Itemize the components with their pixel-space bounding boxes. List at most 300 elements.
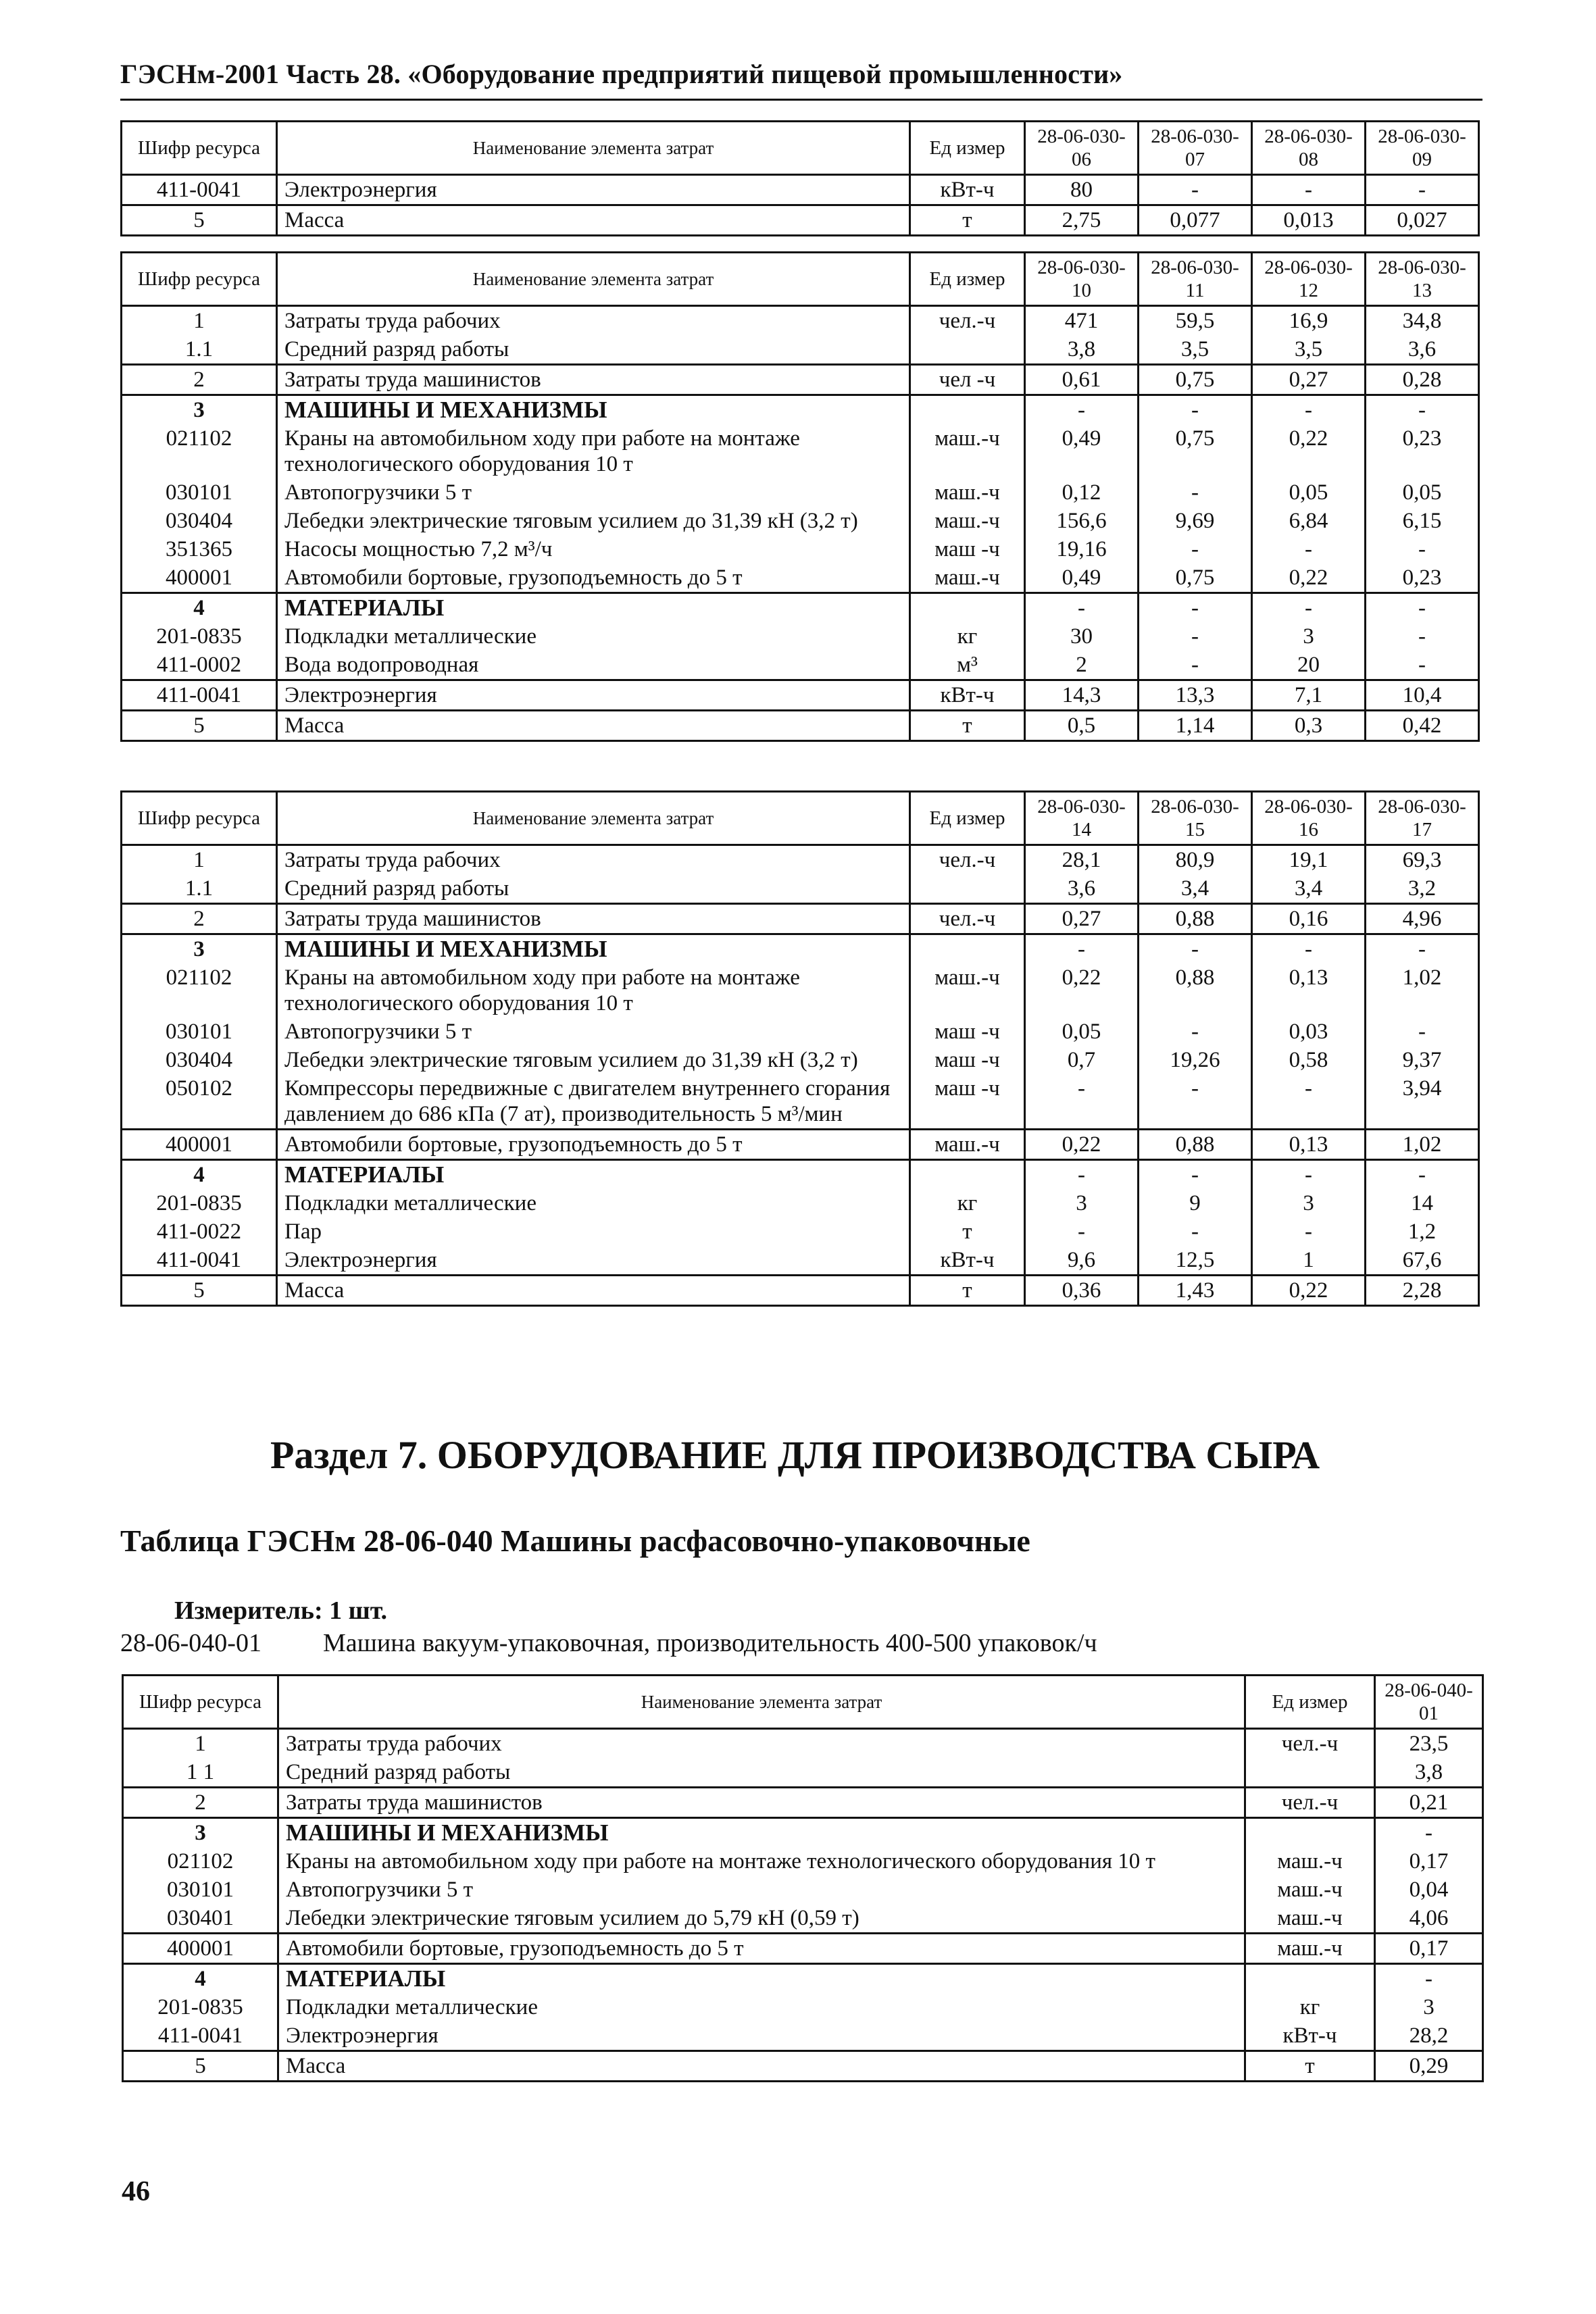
resource-value: 0,03	[1252, 1017, 1366, 1046]
table-row	[123, 1876, 1483, 1904]
header-name: Наименование элемента затрат	[277, 122, 910, 175]
resource-value: 14,3	[1025, 680, 1139, 711]
table-row	[122, 711, 1479, 741]
resource-value: 4,96	[1366, 904, 1479, 934]
resource-value: 19,26	[1139, 1046, 1252, 1074]
resource-value: -	[1025, 1074, 1139, 1130]
resource-value: -	[1139, 1017, 1252, 1046]
header-column: 28-06-030-11	[1139, 253, 1252, 306]
resource-value: 9,37	[1366, 1046, 1479, 1074]
resource-value: 0,28	[1366, 365, 1479, 395]
table-row	[122, 205, 1479, 236]
resource-code: 400001	[122, 563, 277, 593]
table-row	[122, 535, 1479, 563]
table-row	[123, 1818, 1483, 1848]
resource-value: -	[1366, 535, 1479, 563]
table-row	[122, 1130, 1479, 1160]
resource-unit	[1245, 1964, 1375, 1994]
resource-code: 1.1	[122, 335, 277, 365]
resource-value: 3,8	[1375, 1758, 1483, 1788]
resource-value: 0,88	[1139, 963, 1252, 1017]
resource-value: -	[1252, 1074, 1366, 1130]
resource-unit: кВт-ч	[910, 1246, 1025, 1276]
resource-value: 0,05	[1366, 478, 1479, 507]
resource-code: 411-0041	[122, 175, 277, 205]
resource-value: 3	[1375, 1993, 1483, 2021]
resource-unit: маш.-ч	[910, 478, 1025, 507]
resource-value: -	[1025, 1160, 1139, 1190]
resource-value: 16,9	[1252, 306, 1366, 336]
resource-code: 3	[122, 395, 277, 425]
table-title: Таблица ГЭСНм 28-06-040 Машины расфасовочно-упаковочные	[120, 1524, 1030, 1558]
table-row	[122, 1017, 1479, 1046]
resource-value: 0,12	[1025, 478, 1139, 507]
resource-name: Масса	[277, 205, 910, 236]
resource-code: 5	[123, 2051, 278, 2082]
resource-unit: маш.-ч	[1245, 1876, 1375, 1904]
resource-value: 2,75	[1025, 205, 1139, 236]
resource-unit: кВт-ч	[910, 680, 1025, 711]
resource-name: Масса	[277, 711, 910, 741]
resource-value: 0,75	[1139, 365, 1252, 395]
resource-value: 28,1	[1025, 845, 1139, 875]
resource-value: 3,5	[1139, 335, 1252, 365]
table-row	[122, 478, 1479, 507]
table-row	[122, 845, 1479, 875]
resource-unit: маш -ч	[910, 1046, 1025, 1074]
resource-name: Подкладки металлические	[277, 622, 910, 651]
resource-value: 3,6	[1366, 335, 1479, 365]
header-column: 28-06-030-09	[1366, 122, 1479, 175]
resource-value: -	[1139, 1160, 1252, 1190]
resource-code: 030101	[122, 1017, 277, 1046]
resource-value: -	[1366, 175, 1479, 205]
resource-unit	[910, 335, 1025, 365]
resource-value: 0,05	[1025, 1017, 1139, 1046]
header-column: 28-06-040-01	[1375, 1676, 1483, 1729]
resource-unit	[1245, 1818, 1375, 1848]
resource-unit: маш -ч	[910, 1017, 1025, 1046]
resource-code: 030404	[122, 507, 277, 535]
resource-code: 030101	[122, 478, 277, 507]
resource-code: 021102	[123, 1847, 278, 1876]
resource-code: 030101	[123, 1876, 278, 1904]
resource-code: 021102	[122, 963, 277, 1017]
table-row	[122, 365, 1479, 395]
header-unit: Ед измер	[1245, 1676, 1375, 1729]
resource-value: 3	[1252, 622, 1366, 651]
resource-name: МАТЕРИАЛЫ	[277, 593, 910, 623]
resource-value: 9,6	[1025, 1246, 1139, 1276]
resource-value: 0,88	[1139, 1130, 1252, 1160]
resource-name: Лебедки электрические тяговым усилием до 31,39 кН (3,2 т)	[277, 507, 910, 535]
resource-name: Затраты труда рабочих	[278, 1729, 1245, 1759]
resource-code: 4	[122, 1160, 277, 1190]
header-column: 28-06-030-08	[1252, 122, 1366, 175]
resource-name: Подкладки металлические	[278, 1993, 1245, 2021]
resource-value: 0,04	[1375, 1876, 1483, 1904]
resource-value: -	[1252, 395, 1366, 425]
item-description: Машина вакуум-упаковочная, производительность 400-500 упаковок/ч	[323, 1629, 1097, 1657]
resource-value: 3	[1252, 1189, 1366, 1217]
header-column: 28-06-030-17	[1366, 792, 1479, 845]
resource-name: Вода водопроводная	[277, 651, 910, 680]
resource-code: 2	[122, 365, 277, 395]
resource-value: -	[1375, 1818, 1483, 1848]
resource-value: -	[1025, 395, 1139, 425]
resource-unit: чел.-ч	[1245, 1788, 1375, 1818]
resource-name: Краны на автомобильном ходу при работе на монтаже технологического оборудования 10 т	[277, 963, 910, 1017]
resource-code: 030404	[122, 1046, 277, 1074]
resource-code: 5	[122, 1276, 277, 1306]
resource-name: Средний разряд работы	[278, 1758, 1245, 1788]
header-unit: Ед измер	[910, 122, 1025, 175]
resource-value: -	[1366, 622, 1479, 651]
header-column: 28-06-030-14	[1025, 792, 1139, 845]
resource-unit	[910, 593, 1025, 623]
table-row	[122, 622, 1479, 651]
resource-value: 3,5	[1252, 335, 1366, 365]
resource-name: МАШИНЫ И МЕХАНИЗМЫ	[277, 395, 910, 425]
resource-value: -	[1139, 535, 1252, 563]
table-row	[122, 1046, 1479, 1074]
resource-value: 0,58	[1252, 1046, 1366, 1074]
resource-value: 1,2	[1366, 1217, 1479, 1246]
resource-value: 30	[1025, 622, 1139, 651]
resource-unit: маш -ч	[910, 535, 1025, 563]
resource-code: 351365	[122, 535, 277, 563]
resource-name: Затраты труда машинистов	[278, 1788, 1245, 1818]
resource-value: 80,9	[1139, 845, 1252, 875]
resource-unit: кг	[910, 1189, 1025, 1217]
resource-value: 6,15	[1366, 507, 1479, 535]
resource-name: Электроэнергия	[277, 1246, 910, 1276]
resource-value: 0,13	[1252, 963, 1366, 1017]
resource-value: -	[1252, 1160, 1366, 1190]
resource-value: 0,88	[1139, 904, 1252, 934]
resource-unit: кВт-ч	[1245, 2021, 1375, 2051]
resource-unit: т	[1245, 2051, 1375, 2082]
resource-name: Автомобили бортовые, грузоподъемность до 5 т	[278, 1934, 1245, 1964]
resource-unit: маш.-ч	[1245, 1934, 1375, 1964]
table-row	[123, 2051, 1483, 2082]
table-row	[123, 1758, 1483, 1788]
table-row	[122, 335, 1479, 365]
header-name: Наименование элемента затрат	[278, 1676, 1245, 1729]
resource-value: 7,1	[1252, 680, 1366, 711]
resource-value: -	[1139, 1074, 1252, 1130]
resource-unit: т	[910, 711, 1025, 741]
resource-name: Насосы мощностью 7,2 м³/ч	[277, 535, 910, 563]
resource-value: 0,16	[1252, 904, 1366, 934]
resource-value: -	[1366, 651, 1479, 680]
resource-code: 411-0022	[122, 1217, 277, 1246]
resource-code: 411-0041	[122, 680, 277, 711]
resource-name: Электроэнергия	[277, 680, 910, 711]
resource-code: 1	[122, 306, 277, 336]
header-unit: Ед измер	[910, 792, 1025, 845]
resource-code: 1	[122, 845, 277, 875]
header-column: 28-06-030-16	[1252, 792, 1366, 845]
table-row	[122, 1074, 1479, 1130]
resource-value: 14	[1366, 1189, 1479, 1217]
resource-value: 0,17	[1375, 1934, 1483, 1964]
resource-unit: чел.-ч	[910, 306, 1025, 336]
resource-code: 5	[122, 205, 277, 236]
table-row	[122, 874, 1479, 904]
resource-name: Подкладки металлические	[277, 1189, 910, 1217]
resource-name: Лебедки электрические тяговым усилием до 5,79 кН (0,59 т)	[278, 1904, 1245, 1934]
table-row	[122, 563, 1479, 593]
header-column: 28-06-030-13	[1366, 253, 1479, 306]
resource-unit: маш.-ч	[910, 563, 1025, 593]
resource-value: -	[1252, 934, 1366, 964]
resource-code: 201-0835	[122, 622, 277, 651]
resource-name: Автопогрузчики 5 т	[277, 478, 910, 507]
resource-value: 1,02	[1366, 1130, 1479, 1160]
resource-code: 050102	[122, 1074, 277, 1130]
resource-unit: т	[910, 205, 1025, 236]
resource-name: Электроэнергия	[277, 175, 910, 205]
header-rule	[120, 99, 1482, 101]
resource-value: 34,8	[1366, 306, 1479, 336]
resource-unit	[910, 934, 1025, 964]
resource-name: Лебедки электрические тяговым усилием до 31,39 кН (3,2 т)	[277, 1046, 910, 1074]
resource-code: 1 1	[123, 1758, 278, 1788]
table-row	[122, 651, 1479, 680]
resource-value: 19,1	[1252, 845, 1366, 875]
resource-value: -	[1139, 1217, 1252, 1246]
resource-value: -	[1366, 395, 1479, 425]
table-row	[123, 1847, 1483, 1876]
table-row	[122, 593, 1479, 623]
resource-unit: маш.-ч	[910, 507, 1025, 535]
resource-value: 0,05	[1252, 478, 1366, 507]
resource-name: Краны на автомобильном ходу при работе на монтаже технологического оборудования 10 т	[277, 424, 910, 478]
resource-name: Затраты труда рабочих	[277, 306, 910, 336]
resource-value: -	[1366, 1017, 1479, 1046]
table-row	[122, 680, 1479, 711]
resource-value: -	[1025, 593, 1139, 623]
resource-value: 1,43	[1139, 1276, 1252, 1306]
resource-value: -	[1252, 593, 1366, 623]
resource-unit: маш.-ч	[910, 424, 1025, 478]
resource-table-1	[120, 120, 1480, 236]
resource-name: Компрессоры передвижные с двигателем внутреннего сгорания давлением до 686 кПа (7 ат), производительность 5 м³/мин	[277, 1074, 910, 1130]
resource-value: -	[1025, 1217, 1139, 1246]
table-row	[123, 2021, 1483, 2051]
resource-code: 201-0835	[122, 1189, 277, 1217]
section-title: Раздел 7. ОБОРУДОВАНИЕ ДЛЯ ПРОИЗВОДСТВА СЫРА	[270, 1433, 1320, 1477]
resource-value: 0,49	[1025, 424, 1139, 478]
resource-code: 030401	[123, 1904, 278, 1934]
resource-value: 0,22	[1252, 1276, 1366, 1306]
header-unit: Ед измер	[910, 253, 1025, 306]
resource-value: 0,42	[1366, 711, 1479, 741]
resource-value: 0,29	[1375, 2051, 1483, 2082]
resource-value: -	[1139, 934, 1252, 964]
resource-code: 411-0002	[122, 651, 277, 680]
resource-value: 0,13	[1252, 1130, 1366, 1160]
resource-unit: маш.-ч	[1245, 1904, 1375, 1934]
resource-unit: маш.-ч	[910, 1130, 1025, 1160]
resource-value: 0,49	[1025, 563, 1139, 593]
resource-value: 9	[1139, 1189, 1252, 1217]
resource-value: -	[1252, 175, 1366, 205]
resource-unit: кг	[910, 622, 1025, 651]
header-column: 28-06-030-07	[1139, 122, 1252, 175]
resource-value: 0,61	[1025, 365, 1139, 395]
resource-value: 0,027	[1366, 205, 1479, 236]
resource-code: 2	[122, 904, 277, 934]
table-row	[123, 1904, 1483, 1934]
resource-value: 0,22	[1025, 1130, 1139, 1160]
resource-value: 0,077	[1139, 205, 1252, 236]
table-row	[122, 904, 1479, 934]
resource-name: Масса	[278, 2051, 1245, 2082]
resource-unit: чел -ч	[910, 365, 1025, 395]
resource-value: 59,5	[1139, 306, 1252, 336]
resource-name: Затраты труда машинистов	[277, 365, 910, 395]
header-code: Шифр ресурса	[122, 253, 277, 306]
resource-name: Автопогрузчики 5 т	[277, 1017, 910, 1046]
header-name: Наименование элемента затрат	[277, 253, 910, 306]
resource-value: 80	[1025, 175, 1139, 205]
header-code: Шифр ресурса	[122, 792, 277, 845]
resource-value: 0,75	[1139, 424, 1252, 478]
resource-value: 23,5	[1375, 1729, 1483, 1759]
table-row	[122, 306, 1479, 336]
resource-code: 4	[123, 1964, 278, 1994]
resource-unit: чел.-ч	[910, 845, 1025, 875]
resource-unit	[910, 395, 1025, 425]
resource-code: 411-0041	[123, 2021, 278, 2051]
resource-name: Затраты труда рабочих	[277, 845, 910, 875]
resource-value: 12,5	[1139, 1246, 1252, 1276]
resource-name: Автомобили бортовые, грузоподъемность до 5 т	[277, 563, 910, 593]
resource-name: Средний разряд работы	[277, 335, 910, 365]
table-row	[122, 1160, 1479, 1190]
header-code: Шифр ресурса	[123, 1676, 278, 1729]
resource-name: Краны на автомобильном ходу при работе на монтаже технологического оборудования 10 т	[278, 1847, 1245, 1876]
table-row	[122, 424, 1479, 478]
table-row	[122, 395, 1479, 425]
resource-value: 3,6	[1025, 874, 1139, 904]
resource-value: -	[1139, 651, 1252, 680]
resource-value: 1	[1252, 1246, 1366, 1276]
resource-code: 1	[123, 1729, 278, 1759]
resource-value: 13,3	[1139, 680, 1252, 711]
resource-value: 67,6	[1366, 1246, 1479, 1276]
resource-value: 6,84	[1252, 507, 1366, 535]
resource-value: -	[1366, 1160, 1479, 1190]
resource-name: Электроэнергия	[278, 2021, 1245, 2051]
header-code: Шифр ресурса	[122, 122, 277, 175]
resource-value: 0,23	[1366, 563, 1479, 593]
table-row	[122, 1246, 1479, 1276]
resource-value: 0,013	[1252, 205, 1366, 236]
resource-unit	[910, 1160, 1025, 1190]
resource-code: 201-0835	[123, 1993, 278, 2021]
resource-value: 3,94	[1366, 1074, 1479, 1130]
resource-value: 4,06	[1375, 1904, 1483, 1934]
resource-value: -	[1366, 593, 1479, 623]
resource-value: 156,6	[1025, 507, 1139, 535]
resource-unit: кг	[1245, 1993, 1375, 2021]
resource-value: 0,17	[1375, 1847, 1483, 1876]
resource-value: -	[1252, 1217, 1366, 1246]
resource-code: 2	[123, 1788, 278, 1818]
resource-value: 19,16	[1025, 535, 1139, 563]
resource-unit: маш.-ч	[1245, 1847, 1375, 1876]
resource-value: -	[1139, 593, 1252, 623]
resource-code: 1.1	[122, 874, 277, 904]
resource-name: Автопогрузчики 5 т	[278, 1876, 1245, 1904]
resource-value: 2,28	[1366, 1276, 1479, 1306]
resource-value: 0,27	[1252, 365, 1366, 395]
resource-value: 0,22	[1252, 563, 1366, 593]
header-name: Наименование элемента затрат	[277, 792, 910, 845]
resource-unit: кВт-ч	[910, 175, 1025, 205]
resource-value: 0,22	[1252, 424, 1366, 478]
resource-value: 20	[1252, 651, 1366, 680]
resource-name: Пар	[277, 1217, 910, 1246]
table-row	[122, 1217, 1479, 1246]
resource-value: 3,2	[1366, 874, 1479, 904]
resource-code: 021102	[122, 424, 277, 478]
item-line	[120, 1628, 1472, 1658]
resource-name: Средний разряд работы	[277, 874, 910, 904]
resource-code: 411-0041	[122, 1246, 277, 1276]
table-row	[122, 934, 1479, 964]
resource-value: -	[1375, 1964, 1483, 1994]
resource-value: -	[1139, 175, 1252, 205]
header-column: 28-06-030-06	[1025, 122, 1139, 175]
page-number: 46	[122, 2176, 150, 2207]
resource-name: МАТЕРИАЛЫ	[277, 1160, 910, 1190]
resource-value: -	[1366, 934, 1479, 964]
resource-table-2	[120, 251, 1480, 742]
resource-unit: маш -ч	[910, 1074, 1025, 1130]
resource-value: 3	[1025, 1189, 1139, 1217]
resource-value: 0,75	[1139, 563, 1252, 593]
resource-unit: чел.-ч	[910, 904, 1025, 934]
resource-code: 3	[122, 934, 277, 964]
resource-value: 0,5	[1025, 711, 1139, 741]
header-column: 28-06-030-12	[1252, 253, 1366, 306]
resource-name: МАТЕРИАЛЫ	[278, 1964, 1245, 1994]
meter: Измеритель: 1 шт.	[174, 1596, 388, 1625]
resource-value: 0,36	[1025, 1276, 1139, 1306]
resource-table-3	[120, 790, 1480, 1307]
page-header: ГЭСНм-2001 Часть 28. «Оборудование предприятий пищевой промышленности»	[120, 59, 1123, 89]
resource-value: 3,4	[1139, 874, 1252, 904]
resource-value: 3,8	[1025, 335, 1139, 365]
resource-value: -	[1025, 934, 1139, 964]
resource-value: -	[1139, 478, 1252, 507]
resource-value: 0,7	[1025, 1046, 1139, 1074]
resource-value: 9,69	[1139, 507, 1252, 535]
table-row	[123, 1993, 1483, 2021]
table-row	[123, 1788, 1483, 1818]
table-row	[122, 507, 1479, 535]
resource-unit: чел.-ч	[1245, 1729, 1375, 1759]
resource-name: Масса	[277, 1276, 910, 1306]
table-row	[123, 1934, 1483, 1964]
resource-value: 0,27	[1025, 904, 1139, 934]
resource-value: 69,3	[1366, 845, 1479, 875]
resource-code: 3	[123, 1818, 278, 1848]
